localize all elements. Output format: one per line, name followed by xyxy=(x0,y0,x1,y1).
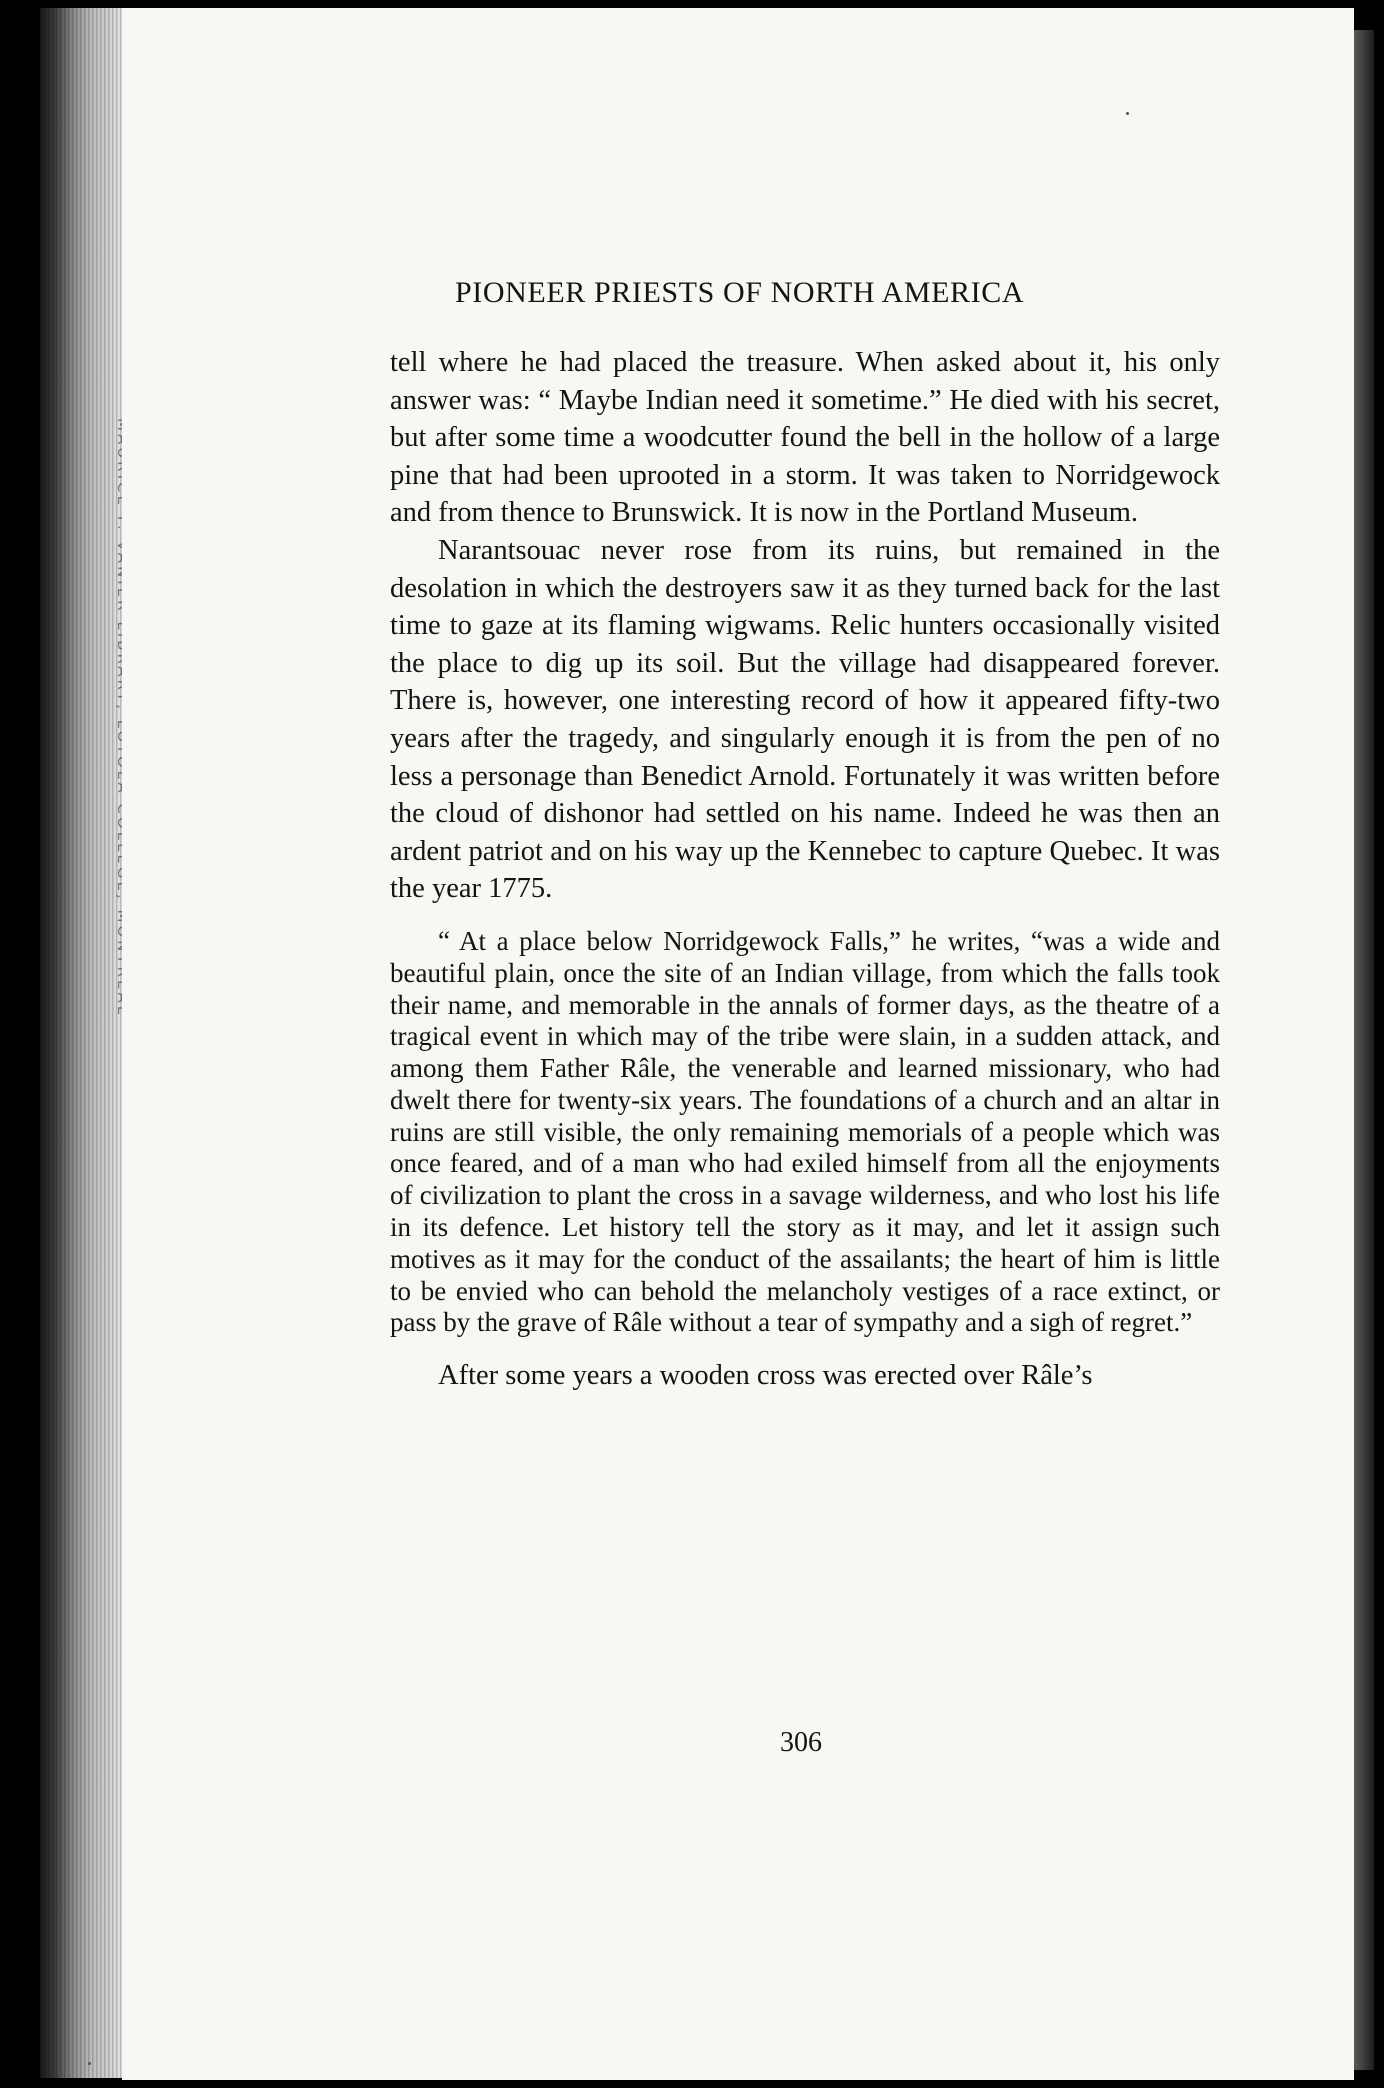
paragraph-1: tell where he had placed the treasure. When asked about it, his only answer was: “ Maybe Indian need it sometime.” He died with his secret, but after some time a woodcutter found the bell in the hollow of a large pine that had been uprooted in a storm. It was taken to Norridgewock and from thence to Brunswick. It is now in the Portland Museum. xyxy=(390,347,1220,529)
right-page-edge xyxy=(1354,30,1374,2070)
block-quotation: “ At a place below Norridgewock Falls,” he writes, “was a wide and beautiful plain, once the site of an Indian village, from which the falls took their name, and memorable in the annals of former days, as the theatre of a tragical event in which may of the tribe were slain, in a sudden attack, and among them Father Râle, the venerable and learned missionary, who had dwelt there for twenty-six years. The foundations of a church and an altar in ruins are still visible, the only remaining memorials of a people which was once feared, and of a man who had exiled himself from all the enjoyments of civilization to plant the cross in a savage wilderness, and who lost his life in its defence. Let history tell the story as it may, and let it assign such motives as it may for the conduct of the assailants; the heart of him is little to be envied who can behold the melancholy vestiges of a race extinct, or pass by the grave of Râle without a tear of sympathy and a sigh of regret.” xyxy=(390,925,1220,1338)
body-text xyxy=(390,344,1220,1395)
scan-speck xyxy=(1126,112,1129,115)
book-spine-edge xyxy=(40,8,122,2078)
paragraph-2: Narantsouac never rose from its ruins, but remained in the desolation in which the destroyers saw it as they turned back for the last time to gaze at its flaming wigwams. Relic hunters occasionally visited the place to dig up its soil. But the village had disappeared forever. There is, however, one interesting record of how it appeared fifty-two years after the tragedy, and singularly enough it is from the pen of no less a personage than Benedict Arnold. Fortunately it was written before the cloud of dishonor had settled on his name. Indeed he was then an ardent patriot and on his way up the Kennebec to capture Quebec. It was the year 1775. xyxy=(390,534,1220,905)
scan-speck xyxy=(88,2062,91,2065)
page-number: 306 xyxy=(780,1727,822,1758)
paragraph-3: After some years a wooden cross was erected over Râle’s xyxy=(438,1360,1093,1392)
running-head: PIONEER PRIESTS OF NORTH AMERICA xyxy=(455,276,1025,309)
